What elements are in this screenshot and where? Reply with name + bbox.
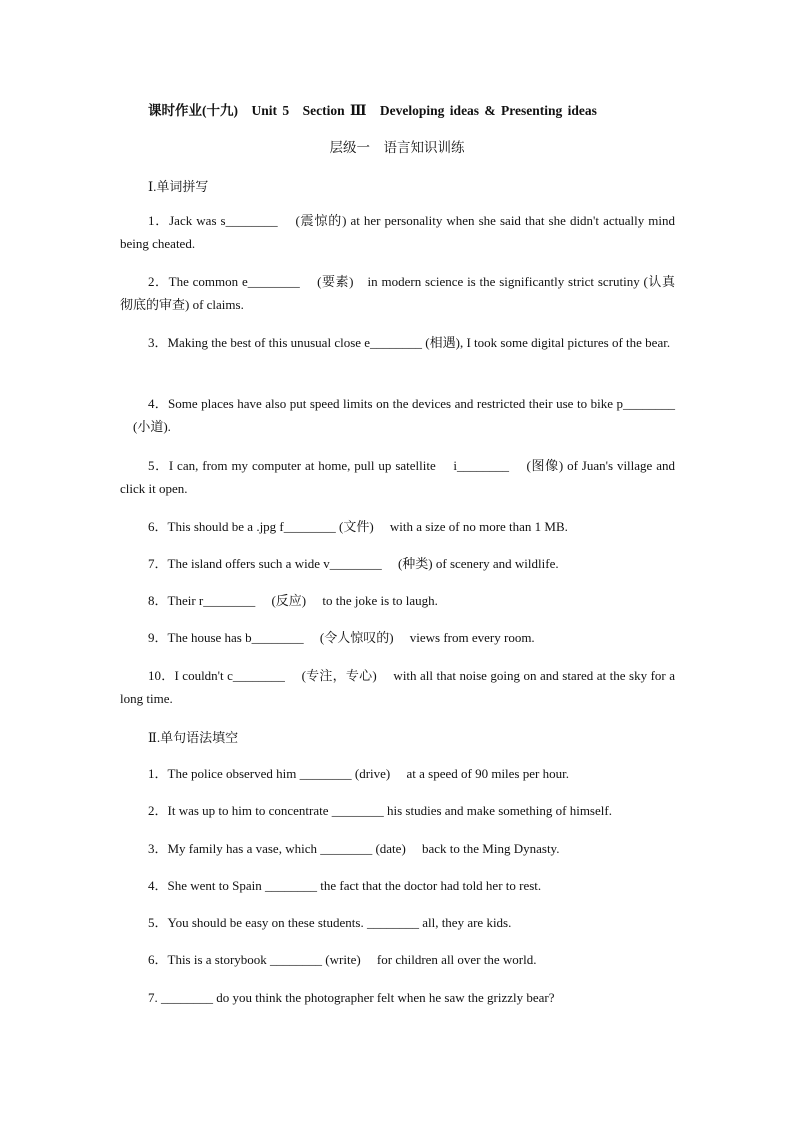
spelling-question-9: 9．The house has b________ (令人惊叹的) views from every room. bbox=[148, 630, 535, 645]
spelling-question-5: 5．I can, from my computer at home, pull up satellite i________ (图像) of Juan's village and click it open. bbox=[120, 458, 675, 496]
spelling-question-3: 3．Making the best of this unusual close e________ (相遇), I took some digital pictures of the bear. bbox=[148, 335, 671, 350]
grammar-question-3: 3．My family has a vase, which ________ (date) back to the Ming Dynasty. bbox=[148, 841, 560, 856]
page-title: 课时作业(十九) Unit 5 Section Ⅲ Developing ideas & Presenting ideas bbox=[148, 103, 597, 118]
grammar-question-5: 5．You should be easy on these students. ________ all, they are kids. bbox=[148, 915, 512, 930]
grammar-question-6: 6．This is a storybook ________ (write) for children all over the world. bbox=[148, 952, 537, 967]
spelling-question-2: 2．The common e________ (要素) in modern science is the significantly strict scrutiny (认真彻底的审查) of claims. bbox=[120, 274, 675, 312]
grammar-question-7: 7. ________ do you think the photographer felt when he saw the grizzly bear? bbox=[148, 990, 555, 1005]
grammar-question-4: 4．She went to Spain ________ the fact that the doctor had told her to rest. bbox=[148, 878, 542, 893]
spelling-question-1: 1．Jack was s________ (震惊的) at her personality when she said that she didn't actually mind being cheated. bbox=[120, 213, 675, 251]
spelling-question-4: 4．Some places have also put speed limits on the devices and restricted their use to bike p________ (小道). bbox=[120, 396, 675, 434]
section-heading-grammar: Ⅱ.单句语法填空 bbox=[148, 730, 239, 745]
grammar-question-1: 1．The police observed him ________ (drive) at a speed of 90 miles per hour. bbox=[148, 766, 569, 781]
level-subtitle: 层级一 语言知识训练 bbox=[329, 140, 465, 155]
spelling-question-7: 7．The island offers such a wide v________ (种类) of scenery and wildlife. bbox=[148, 556, 559, 571]
spelling-question-8: 8．Their r________ (反应) to the joke is to laugh. bbox=[148, 593, 438, 608]
spelling-question-6: 6．This should be a .jpg f________ (文件) with a size of no more than 1 MB. bbox=[148, 519, 568, 534]
section-heading-spelling: Ⅰ.单词拼写 bbox=[148, 179, 209, 194]
spelling-question-10: 10．I couldn't c________ (专注，专心) with all that noise going on and stared at the sky for a long time. bbox=[120, 668, 675, 706]
grammar-question-2: 2．It was up to him to concentrate ________ his studies and make something of himself. bbox=[148, 803, 612, 818]
